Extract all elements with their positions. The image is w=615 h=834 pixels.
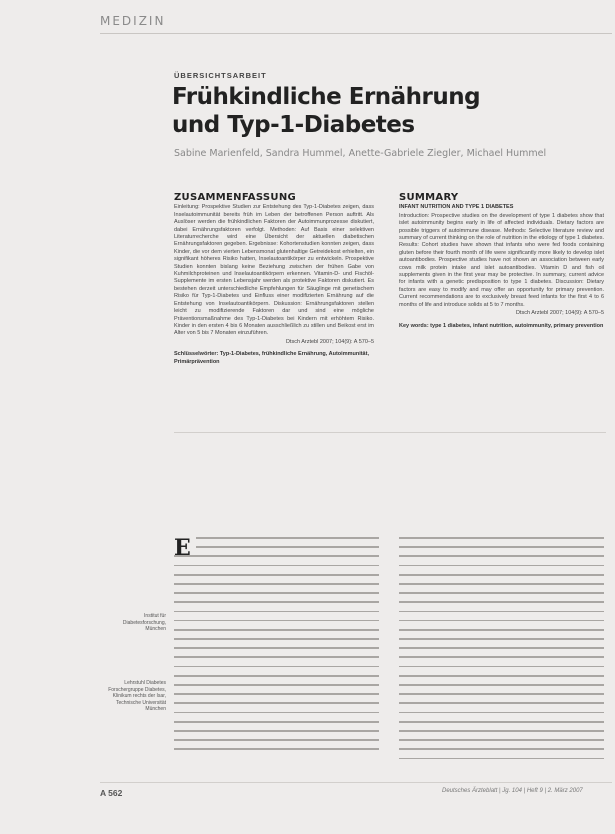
abstract-divider [174, 432, 606, 433]
abstract-english-subheading: INFANT NUTRITION AND TYPE 1 DIABETES [399, 204, 514, 211]
abstract-english [399, 194, 604, 330]
abstract-german-citation: Dtsch Arztebl 2007; 104(9): A 570–5 [285, 338, 374, 345]
abstract-english-citation: Dtsch Arztebl 2007; 104(9): A 570–5 [515, 310, 604, 317]
abstract-english-text: Introduction: Prospective studies on the development of type 1 diabetes show that islet autoimmunity begins early in life of affected individuals. Dietary factors are possible triggers of autoimmune disease. Methods: Selective literature review and summary of current thinking on the role of nutrition in the etiology of type 1 diabetes. Results: Cohort studies have shown that infants who were fed foods containing gluten before their fourth month of life were significantly more likely to develop islet autoantibodies. Prospective studies have not shown an association between early cows milk protein intake and islet autoantibodies. Vitamin D and fish oil supplements given in the first year may be protective. In summary, current advice for infants with a genetic predisposition to type 1 diabetes. Discussion: Dietary factors are easy to modify and may offer an opportunity for primary prevention. Current recommendations are to exclusively breast feed infants for the first 4 to 6 months of life and introduce solids at 5 to 7 months. [399, 212, 604, 308]
section-tag: MEDIZIN [100, 14, 166, 28]
author-list: Sabine Marienfeld, Sandra Hummel, Anette-Gabriele Ziegler, Michael Hummel [174, 148, 547, 159]
abstract-german-keywords: Schlüsselwörter: Typ-1-Diabetes, frühkindliche Ernährung, Autoimmunität, Primärprävention [174, 351, 369, 365]
page-number: A 562 [100, 788, 123, 798]
top-rule [100, 33, 612, 34]
body-column-left [174, 537, 379, 758]
body-column-right [399, 537, 604, 767]
abstract-english-heading: SUMMARY [399, 192, 459, 203]
footer-rule [100, 782, 612, 783]
affiliation-note-1: Institut für Diabetesforschung, München [122, 613, 166, 633]
abstract-english-keywords: Key words: type 1 diabetes, infant nutrition, autoimmunity, primary prevention [399, 322, 604, 329]
article-title [172, 83, 602, 139]
abstract-german-text: Einleitung: Prospektive Studien zur Entstehung des Typ-1-Diabetes zeigen, dass Inselautoimmunität bereits früh im Leben der betroffenen Person auftritt. Als Auslöser werden die frühkindlichen Faktoren der Autoimmunprozesse diskutiert, dabei Ernährungsfaktoren verfolgt. Methoden: Auf Basis einer selektiven Literaturrecherche wird eine Übersicht der aktuellen diabetischen Ernährungsfaktoren gegeben. Ergebnisse: Kohortenstudien konnten zeigen, dass Kinder, die vor dem vierten Lebensmonat glutenhaltige Getreidekost erhielten, ein signifikant höheres Risiko hatten, Inselautoantikörper zu entwickeln. Prospektive Studien konnten bislang keine Beziehung zwischen der frühen Gabe von Kuhmilchproteinen und Inselautoantikörpern erkennen. Vitamin-D- und Fischöl-Supplemente im ersten Lebensjahr werden als protektive Faktoren diskutiert. Es bestehen derzeit unterschiedliche Empfehlungen für Säuglinge mit genetischem Risiko für Typ-1-Diabetes und Einfluss einer modifizierten Ernährung auf die Entstehung von Inselautoantikörpern. Diskussion: Ernährungsfaktoren stellen leicht zu modifizierende Faktoren dar und sind eine mögliche Präventionsmaßnahme des Typ-1-Diabetes bei Kindern mit erhöhtem Risiko. Kinder in den ersten 4 bis 6 Monaten ausschließlich zu stillen und Beikost erst im Alter von 5 bis 7 Monaten einzuführen. [174, 204, 374, 337]
affiliation-note-2: Lehrstuhl Diabetes Forschergruppe Diabetes, Klinikum rechts der Isar, Technische Universität München [108, 680, 166, 713]
abstract-german-heading: ZUSAMMENFASSUNG [174, 192, 296, 203]
footer-journal-reference: Deutsches Ärzteblatt | Jg. 104 | Heft 9 | 2. März 2007 [442, 788, 583, 794]
title-line-1: Frühkindliche Ernährung [172, 84, 481, 110]
title-line-2: und Typ-1-Diabetes [172, 112, 415, 138]
abstract-german [174, 194, 374, 366]
drop-cap: E [174, 535, 191, 561]
article-type-kicker: ÜBERSICHTSARBEIT [174, 71, 267, 80]
